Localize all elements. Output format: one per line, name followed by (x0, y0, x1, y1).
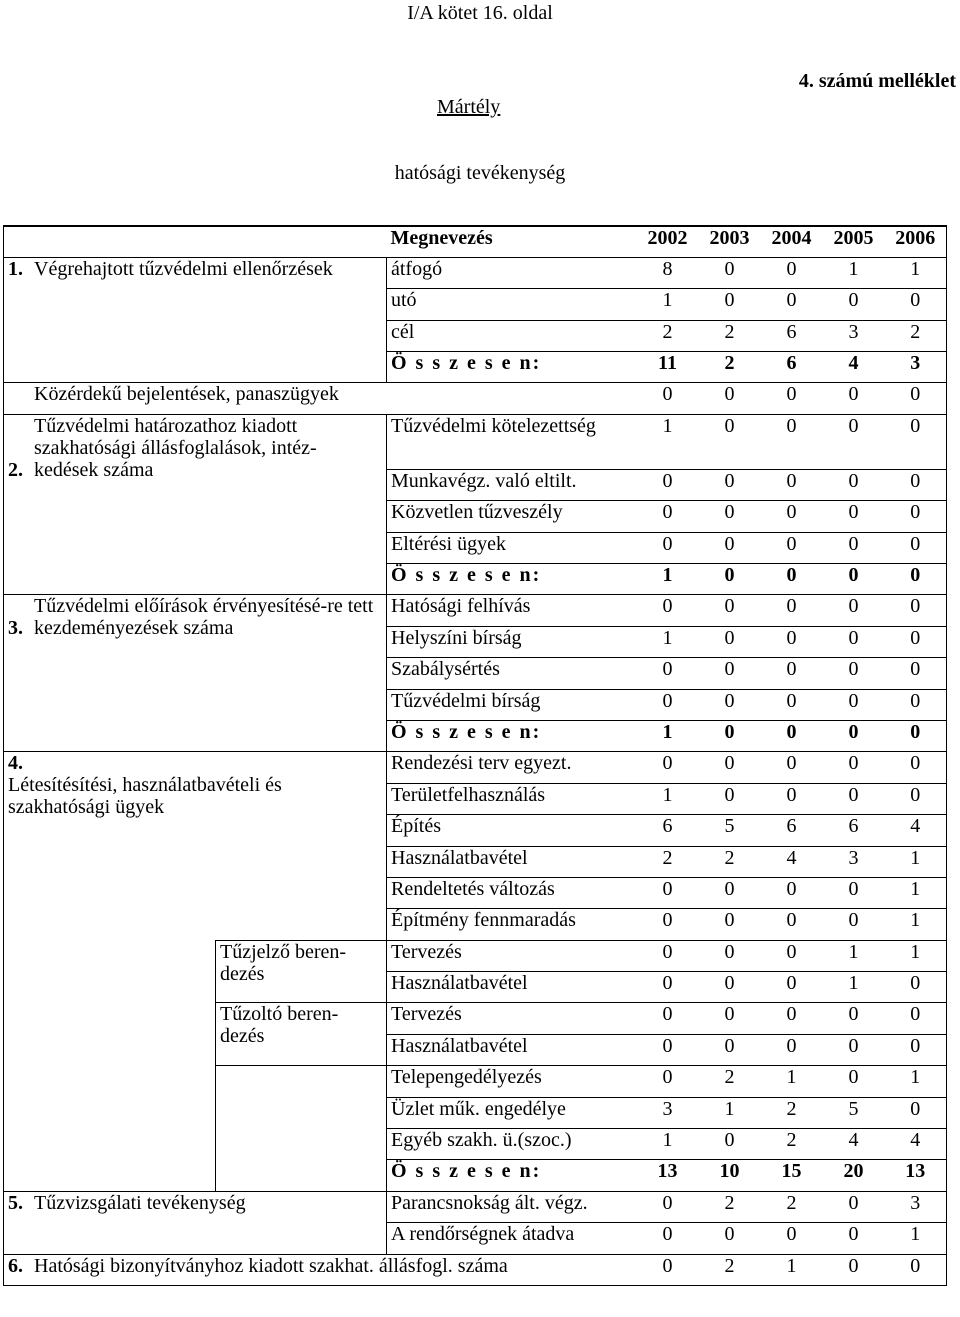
section-title-cell (4, 1254, 637, 1285)
value-2002: 1 (637, 564, 699, 595)
value-2005: 0 (823, 1191, 885, 1222)
header-year-2002: 2002 (637, 226, 699, 257)
value-2002: 0 (637, 501, 699, 532)
row-label: Egyéb szakh. ü.(szoc.) (387, 1129, 637, 1160)
value-2004: 0 (761, 940, 823, 971)
value-2006: 0 (885, 972, 947, 1003)
section-title: Hatósági bizonyítványhoz kiadott szakhat. állásfogl. száma (34, 1254, 508, 1277)
value-2006: 13 (885, 1160, 947, 1191)
value-2004: 0 (761, 626, 823, 657)
value-2006: 3 (885, 1191, 947, 1222)
value-2002: 0 (637, 383, 699, 414)
value-2005: 20 (823, 1160, 885, 1191)
value-2003: 0 (699, 720, 761, 751)
value-2003: 2 (699, 352, 761, 383)
row-label: utó (387, 289, 637, 320)
value-2003: 0 (699, 501, 761, 532)
value-2004: 0 (761, 689, 823, 720)
value-2006: 0 (885, 1003, 947, 1034)
value-2004: 0 (761, 1223, 823, 1254)
value-2003: 0 (699, 689, 761, 720)
value-2005: 0 (823, 564, 885, 595)
value-2006: 0 (885, 469, 947, 500)
value-2006: 0 (885, 564, 947, 595)
value-2004: 0 (761, 972, 823, 1003)
value-2005: 0 (823, 1254, 885, 1285)
header-year-2005: 2005 (823, 226, 885, 257)
value-2002: 0 (637, 1223, 699, 1254)
value-2005: 1 (823, 257, 885, 288)
value-2004: 0 (761, 783, 823, 814)
value-2002: 1 (637, 289, 699, 320)
value-2006: 1 (885, 257, 947, 288)
value-2006: 0 (885, 689, 947, 720)
section-number: 4. (8, 752, 23, 775)
value-2005: 0 (823, 501, 885, 532)
value-2005: 0 (823, 689, 885, 720)
row-label: Munkavégz. való eltilt. (387, 469, 637, 500)
value-2003: 0 (699, 783, 761, 814)
value-2006: 4 (885, 815, 947, 846)
value-2002: 0 (637, 940, 699, 971)
value-2006: 1 (885, 877, 947, 908)
table-row (4, 752, 947, 783)
value-2005: 6 (823, 815, 885, 846)
value-2003: 0 (699, 414, 761, 469)
value-2003: 0 (699, 257, 761, 288)
value-2003: 0 (699, 289, 761, 320)
total-label: Ö s s z e s e n: (387, 1160, 637, 1191)
value-2003: 0 (699, 940, 761, 971)
value-2002: 8 (637, 257, 699, 288)
value-2005: 0 (823, 783, 885, 814)
section-title: Közérdekű bejelentések, panaszügyek (34, 383, 339, 406)
value-2004: 2 (761, 1191, 823, 1222)
value-2002: 1 (637, 1129, 699, 1160)
value-2006: 0 (885, 414, 947, 469)
value-2003: 2 (699, 1191, 761, 1222)
value-2006: 1 (885, 1223, 947, 1254)
value-2006: 0 (885, 595, 947, 626)
value-2002: 0 (637, 1034, 699, 1065)
subgroup-title: Tűzoltó beren-dezés (216, 1003, 387, 1066)
header-year-2006: 2006 (885, 226, 947, 257)
value-2006: 0 (885, 1034, 947, 1065)
value-2002: 11 (637, 352, 699, 383)
value-2006: 0 (885, 752, 947, 783)
value-2002: 0 (637, 1254, 699, 1285)
section-title-cell (4, 414, 387, 595)
value-2002: 0 (637, 658, 699, 689)
value-2005: 0 (823, 595, 885, 626)
row-label: Építmény fennmaradás (387, 909, 637, 940)
document-subtitle: hatósági tevékenység (394, 162, 566, 184)
value-2002: 0 (637, 469, 699, 500)
row-label: Építés (387, 815, 637, 846)
row-label: Eltérési ügyek (387, 532, 637, 563)
value-2003: 2 (699, 320, 761, 351)
value-2002: 1 (637, 626, 699, 657)
row-label: Rendezési terv egyezt. (387, 752, 637, 783)
table-row (4, 1191, 947, 1222)
value-2002: 0 (637, 595, 699, 626)
section-title-cell (4, 595, 387, 752)
value-2004: 0 (761, 1034, 823, 1065)
section-title: Végrehajtott tűzvédelmi ellenőrzések (34, 257, 333, 280)
spacer-cell (216, 1066, 387, 1192)
value-2004: 1 (761, 1066, 823, 1097)
value-2005: 3 (823, 320, 885, 351)
value-2006: 1 (885, 940, 947, 971)
table-row (4, 383, 947, 414)
value-2003: 0 (699, 658, 761, 689)
value-2006: 0 (885, 383, 947, 414)
value-2004: 0 (761, 595, 823, 626)
row-label: Területfelhasználás (387, 783, 637, 814)
value-2005: 0 (823, 752, 885, 783)
row-label: Tűzvédelmi bírság (387, 689, 637, 720)
value-2002: 2 (637, 320, 699, 351)
value-2005: 0 (823, 658, 885, 689)
value-2005: 0 (823, 1034, 885, 1065)
value-2005: 0 (823, 532, 885, 563)
value-2003: 0 (699, 469, 761, 500)
value-2003: 10 (699, 1160, 761, 1191)
value-2002: 3 (637, 1097, 699, 1128)
total-label: Ö s s z e s e n: (387, 720, 637, 751)
value-2002: 0 (637, 877, 699, 908)
value-2004: 0 (761, 752, 823, 783)
total-label: Ö s s z e s e n: (387, 352, 637, 383)
table-row (4, 1254, 947, 1285)
value-2003: 0 (699, 532, 761, 563)
value-2006: 0 (885, 626, 947, 657)
row-label: Tűzvédelmi kötelezettség (387, 414, 637, 469)
header-year-2004: 2004 (761, 226, 823, 257)
value-2006: 1 (885, 909, 947, 940)
value-2002: 0 (637, 1191, 699, 1222)
value-2005: 0 (823, 383, 885, 414)
value-2006: 1 (885, 1066, 947, 1097)
value-2003: 0 (699, 1003, 761, 1034)
value-2002: 1 (637, 783, 699, 814)
value-2004: 6 (761, 815, 823, 846)
section-title: Tűzvédelmi előírások érvényesítésé-re tett kezdeményezések száma (34, 595, 374, 640)
value-2005: 0 (823, 626, 885, 657)
row-label: Használatbavétel (387, 846, 637, 877)
value-2004: 0 (761, 257, 823, 288)
header-name: Megnevezés (387, 226, 637, 257)
row-label: Parancsnokság ált. végz. (387, 1191, 637, 1222)
value-2003: 0 (699, 1034, 761, 1065)
annex-label: 4. számú melléklet (798, 70, 956, 92)
section-title: Létesítésítési, használatbavételi és szakhatósági ügyek (8, 774, 282, 819)
value-2006: 0 (885, 532, 947, 563)
value-2005: 0 (823, 469, 885, 500)
value-2006: 3 (885, 352, 947, 383)
row-label: Használatbavétel (387, 1034, 637, 1065)
value-2005: 0 (823, 289, 885, 320)
subgroup-title: Tűzjelző beren-dezés (216, 940, 387, 1003)
row-label: Használatbavétel (387, 972, 637, 1003)
value-2005: 0 (823, 1066, 885, 1097)
value-2006: 2 (885, 320, 947, 351)
value-2004: 2 (761, 1129, 823, 1160)
value-2003: 0 (699, 626, 761, 657)
value-2005: 0 (823, 414, 885, 469)
value-2002: 0 (637, 532, 699, 563)
section-number: 6. (8, 1254, 23, 1277)
row-label: Hatósági felhívás (387, 595, 637, 626)
value-2002: 6 (637, 815, 699, 846)
value-2003: 0 (699, 877, 761, 908)
row-label: Tervezés (387, 940, 637, 971)
value-2005: 0 (823, 1003, 885, 1034)
value-2003: 2 (699, 1254, 761, 1285)
value-2005: 0 (823, 1223, 885, 1254)
value-2002: 0 (637, 1066, 699, 1097)
row-label (4, 383, 637, 414)
value-2004: 0 (761, 532, 823, 563)
row-label: A rendőrségnek átadva (387, 1223, 637, 1254)
row-label: Telepengedélyezés (387, 1066, 637, 1097)
value-2002: 0 (637, 689, 699, 720)
row-label: Szabálysértés (387, 658, 637, 689)
value-2002: 0 (637, 752, 699, 783)
value-2004: 6 (761, 320, 823, 351)
value-2003: 2 (699, 846, 761, 877)
value-2002: 0 (637, 972, 699, 1003)
value-2004: 0 (761, 909, 823, 940)
value-2006: 0 (885, 783, 947, 814)
value-2006: 0 (885, 658, 947, 689)
value-2005: 4 (823, 1129, 885, 1160)
value-2003: 0 (699, 972, 761, 1003)
row-label: Üzlet műk. engedélye (387, 1097, 637, 1128)
value-2005: 4 (823, 352, 885, 383)
value-2004: 0 (761, 289, 823, 320)
value-2003: 0 (699, 909, 761, 940)
value-2003: 0 (699, 595, 761, 626)
table-row (4, 257, 947, 288)
section-number: 3. (8, 617, 23, 640)
value-2002: 1 (637, 414, 699, 469)
table-row (4, 595, 947, 626)
value-2004: 2 (761, 1097, 823, 1128)
header-row (4, 226, 947, 257)
value-2004: 0 (761, 658, 823, 689)
value-2004: 0 (761, 877, 823, 908)
value-2002: 13 (637, 1160, 699, 1191)
value-2003: 0 (699, 1129, 761, 1160)
row-label: Helyszíni bírság (387, 626, 637, 657)
city-name: Mártély (437, 96, 501, 118)
value-2003: 0 (699, 752, 761, 783)
value-2006: 0 (885, 1097, 947, 1128)
value-2004: 0 (761, 383, 823, 414)
value-2005: 3 (823, 846, 885, 877)
row-label: Tervezés (387, 1003, 637, 1034)
section-number: 1. (8, 257, 23, 280)
value-2002: 2 (637, 846, 699, 877)
value-2006: 1 (885, 846, 947, 877)
value-2003: 1 (699, 1097, 761, 1128)
value-2004: 1 (761, 1254, 823, 1285)
value-2004: 0 (761, 414, 823, 469)
value-2002: 0 (637, 1003, 699, 1034)
section-title: Tűzvédelmi határozathoz kiadott szakhatósági állásfoglalások, intéz-kedések száma (34, 414, 317, 481)
section-title-cell (4, 257, 387, 383)
section-title-cell (4, 1191, 387, 1254)
row-label: Közvetlen tűzveszély (387, 501, 637, 532)
header-spacer (4, 226, 387, 257)
page-label: I/A kötet 16. oldal (407, 2, 553, 24)
row-label: átfogó (387, 257, 637, 288)
value-2005: 1 (823, 940, 885, 971)
section-number: 2. (8, 458, 23, 481)
row-label: Rendeltetés változás (387, 877, 637, 908)
value-2003: 2 (699, 1066, 761, 1097)
header-year-2003: 2003 (699, 226, 761, 257)
section-title: Tűzvizsgálati tevékenység (34, 1191, 246, 1214)
value-2003: 0 (699, 383, 761, 414)
value-2004: 0 (761, 501, 823, 532)
value-2004: 0 (761, 469, 823, 500)
value-2005: 0 (823, 877, 885, 908)
value-2003: 0 (699, 1223, 761, 1254)
value-2006: 0 (885, 289, 947, 320)
value-2006: 0 (885, 1254, 947, 1285)
activity-table (3, 225, 947, 1286)
total-label: Ö s s z e s e n: (387, 564, 637, 595)
row-label: cél (387, 320, 637, 351)
value-2005: 1 (823, 972, 885, 1003)
value-2005: 0 (823, 720, 885, 751)
value-2003: 0 (699, 564, 761, 595)
value-2004: 0 (761, 1003, 823, 1034)
value-2002: 0 (637, 909, 699, 940)
value-2004: 0 (761, 564, 823, 595)
section-number: 5. (8, 1191, 23, 1214)
value-2006: 4 (885, 1129, 947, 1160)
value-2004: 4 (761, 846, 823, 877)
value-2004: 15 (761, 1160, 823, 1191)
value-2004: 6 (761, 352, 823, 383)
value-2006: 0 (885, 720, 947, 751)
value-2002: 1 (637, 720, 699, 751)
value-2006: 0 (885, 501, 947, 532)
table-row (4, 414, 947, 469)
value-2005: 0 (823, 909, 885, 940)
value-2004: 0 (761, 720, 823, 751)
value-2003: 5 (699, 815, 761, 846)
value-2005: 5 (823, 1097, 885, 1128)
